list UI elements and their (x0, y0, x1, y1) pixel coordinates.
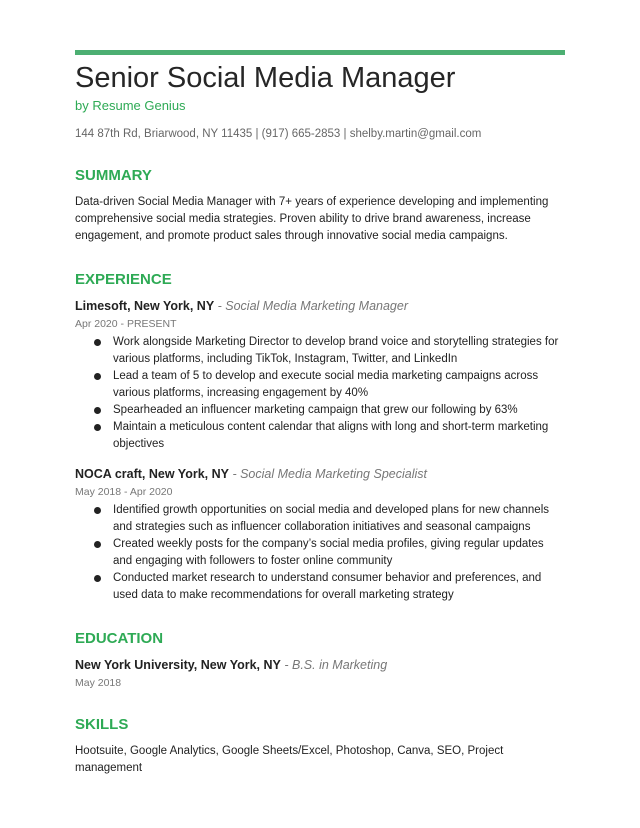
job-entry (75, 466, 565, 604)
education-header (75, 657, 565, 673)
bullet-dot-icon (94, 339, 101, 346)
byline: by Resume Genius (75, 98, 186, 113)
bullet-dot-icon (94, 575, 101, 582)
contact-line: 144 87th Rd, Briarwood, NY 11435 | (917) 665-2853 | shelby.martin@gmail.com (75, 128, 482, 140)
skills-text: Hootsuite, Google Analytics, Google Sheets/Excel, Photoshop, Canva, SEO, Project management (75, 745, 504, 774)
job-bullets (75, 502, 565, 604)
education-separator: - (280, 658, 292, 672)
job-separator: - (214, 299, 226, 313)
bullet-item (75, 536, 565, 570)
bullet-dot-icon (94, 407, 101, 414)
bullet-text: Created weekly posts for the company’s social media profiles, giving regular updates and engaging with followers to foster online community (113, 538, 544, 567)
bullet-item (75, 334, 565, 368)
bullet-text: Identified growth opportunities on social media and developed plans for new channels and strategies such as influencer collaboration initiatives and seasonal campaigns (113, 504, 550, 533)
bullet-text: Maintain a meticulous content calendar that aligns with long and short-term marketing objectives (113, 421, 549, 450)
bullet-dot-icon (94, 541, 101, 548)
bullet-item (75, 368, 565, 402)
bullet-dot-icon (94, 507, 101, 514)
summary-text: Data-driven Social Media Manager with 7+ years of experience developing and implementing comprehensive social media strategies. Proven ability to drive brand awareness, increase engagement, and promote product sales through innovative social media campaigns. (75, 196, 549, 242)
job-role: Social Media Marketing Manager (225, 299, 408, 313)
education-entry (75, 657, 565, 690)
bullet-text: Work alongside Marketing Director to develop brand voice and storytelling strategies for various platforms, including TikTok, Instagram, Twitter, and LinkedIn (113, 336, 559, 365)
job-dates: Apr 2020 - PRESENT (75, 318, 177, 330)
job-dates: May 2018 - Apr 2020 (75, 486, 173, 498)
job-role: Social Media Marketing Specialist (240, 467, 427, 481)
job-separator: - (228, 467, 241, 481)
bullet-text: Lead a team of 5 to develop and execute social media marketing campaigns across various platforms, increasing engagement by 40% (113, 370, 539, 399)
resume-content (75, 60, 565, 777)
bullet-dot-icon (94, 424, 101, 431)
bullet-text: Spearheaded an influencer marketing campaign that grew our following by 63% (113, 404, 518, 416)
job-header (75, 298, 565, 314)
education-degree: B.S. in Marketing (291, 658, 388, 672)
summary-heading: SUMMARY (75, 167, 152, 184)
bullet-item (75, 419, 565, 453)
education-school: New York University, New York, NY (75, 658, 281, 672)
bullet-dot-icon (94, 373, 101, 380)
job-employer: Limesoft, New York, NY (75, 299, 215, 313)
bullet-text: Conducted market research to understand consumer behavior and preferences, and used data to make recommendations for overall marketing strategy (113, 572, 542, 601)
education-dates: May 2018 (75, 677, 122, 689)
resume-title: Senior Social Media Manager (75, 62, 456, 94)
bullet-item (75, 402, 565, 419)
top-accent-rule (75, 50, 565, 55)
job-header (75, 466, 565, 482)
job-entry (75, 298, 565, 453)
job-employer: NOCA craft, New York, NY (75, 467, 229, 481)
bullet-item (75, 570, 565, 604)
job-bullets (75, 334, 565, 453)
experience-heading: EXPERIENCE (75, 271, 172, 288)
education-heading: EDUCATION (75, 630, 164, 647)
bullet-item (75, 502, 565, 536)
skills-heading: SKILLS (75, 716, 129, 733)
